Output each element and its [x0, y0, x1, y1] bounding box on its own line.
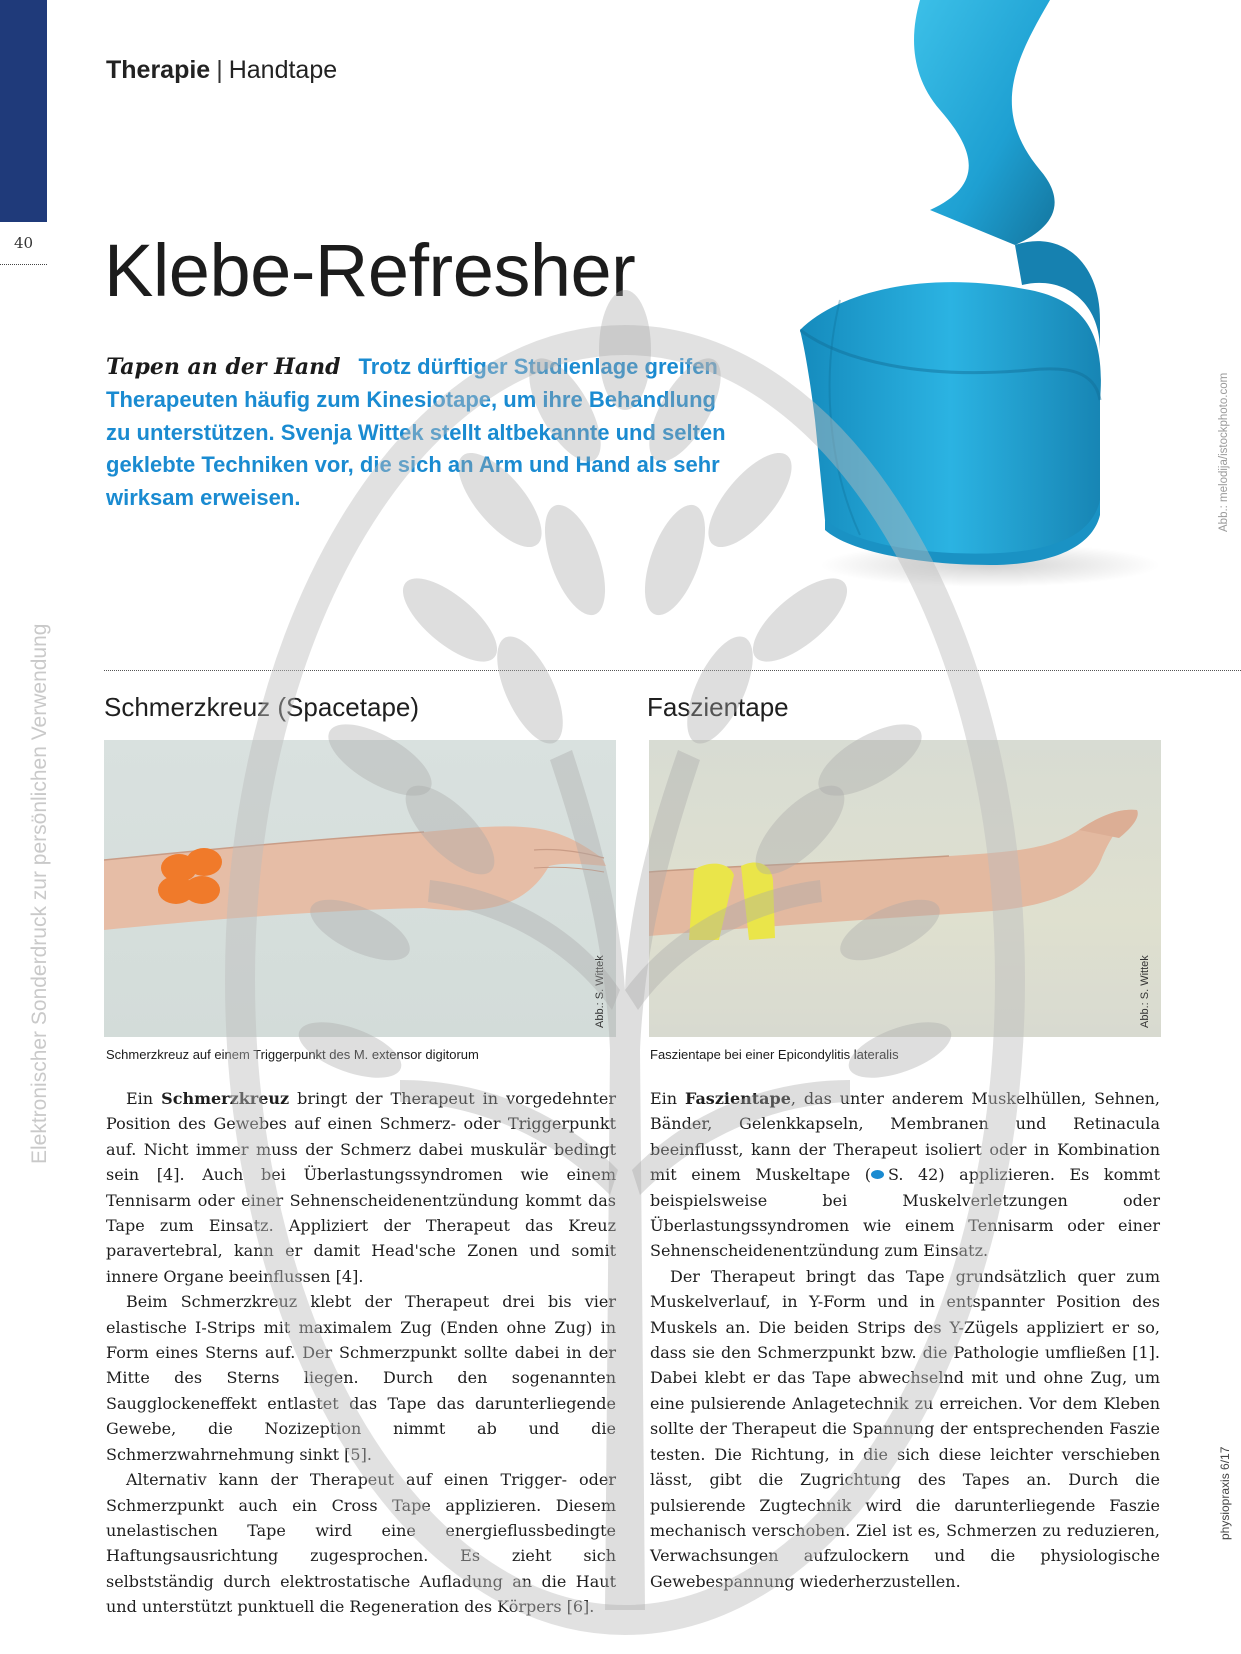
caption-faszientape: Faszientape bei einer Epicondylitis lateralis	[650, 1047, 899, 1062]
text-run: bringt der Therapeut in vorgedehnter Position des Gewebes auf einen Schmerz- oder Triggerpunkt auf. Nicht immer muss der Schmerz dabei muskulär bedingt sein [4]. Auch bei Überlastungssyndromen wie einem Tennisarm oder einer Sehnenscheidenentzündung kommt das Tape zum Einsatz. Appliziert der Therapeut das Kreuz paravertebral, kann er damit Head'sche Zonen und somit innere Organe beeinflussen [4].	[106, 1089, 617, 1286]
page-reference[interactable]: S. 42	[887, 1165, 939, 1185]
page-number: 40	[14, 234, 34, 252]
section-heading-faszientape: Faszientape	[647, 692, 789, 722]
text-run: Ein	[650, 1089, 685, 1108]
paragraph: Alternativ kann der Therapeut auf einen Trigger- oder Schmerzpunkt auch ein Cross Tape applizieren. Diesem unelastischen Tape wird eine energieflussbedingte Haftungsausrichtung zugesprochen. Es zieht sich selbstständig durch elektrostatische Aufladung an die Haut und unterstützt punktuell die Regeneration des Körpers [6].	[106, 1470, 616, 1617]
paragraph: Beim Schmerzkreuz klebt der Therapeut drei bis vier elastische I-Strips mit maximalem Zug (Enden ohne Zug) in Form eines Sterns auf. Der Schmerzpunkt sollte dabei in der Mitte des Sterns liegen. Durch den sogenannten Saugglockeneffekt entlastet das Tape das darunterliegende Gewebe, die Nozizeption nimmt ab und die Schmerzwahrnehmung sinkt [5].	[106, 1292, 616, 1464]
paragraph: Der Therapeut bringt das Tape grundsätzlich quer zum Muskelverlauf, in Y-Form und in entspannter Position des Muskels an. Die beiden Strips des Y-Zügels appliziert er so, dass sie den Schmerzpunkt bzw. die Pathologie umfließen [1]. Dabei klebt er das Tape abwechselnd mit und ohne Zug, um eine pulsierende Anlagetechnik zu erreichen. Vor dem Kleben sollte der Therapeut die Spannung der entsprechenden Faszie testen. Die Richtung, in die sich diese leichter verschieben lässt, gibt die Zugrichtung des Tapes an. Durch die pulsierende Zugtechnik wird die darunterliegende Faszie mechanisch verschoben. Ziel ist es, Schmerzen zu reduzieren, Verwachsungen aufzulockern und die physiologische Gewebespannung wiederherzustellen.	[650, 1266, 1160, 1591]
paragraph	[106, 1086, 616, 1289]
page-number-rule	[0, 264, 47, 265]
article-lead	[106, 351, 736, 515]
kinesio-tape-roll-image	[800, 0, 1180, 600]
term-faszientape: Faszientape	[684, 1089, 791, 1108]
term-schmerzkreuz: Schmerzkreuz	[161, 1089, 290, 1108]
arm-illustration-right	[649, 740, 1161, 1037]
journal-issue-vertical: physiopraxis 6/17	[1218, 1446, 1232, 1540]
brand-side-bar	[0, 0, 47, 222]
photo-credit-left: Abb.: S. Wittek	[594, 955, 606, 1028]
text-run: , das unter anderem Muskelhüllen, Sehnen, Bänder, Gelenkkapseln, Membranen und Retinacula beeinflusst, kann der Therapeut isoliert oder in Kombination mit einem Muskeltape (	[650, 1089, 1160, 1185]
article-title: Klebe-Refresher	[104, 229, 636, 312]
photo-faszientape-arm	[649, 740, 1161, 1037]
photo-schmerzkreuz-arm	[104, 740, 616, 1037]
section-divider	[104, 670, 1241, 671]
section-kicker	[106, 56, 337, 85]
body-column-left	[106, 1086, 616, 1620]
caption-schmerzkreuz: Schmerzkreuz auf einem Triggerpunkt des M. extensor digitorum	[106, 1047, 479, 1062]
lead-kicker: Tapen an der Hand	[106, 354, 341, 380]
arm-illustration-left	[104, 740, 616, 1037]
text-run: ) applizieren. Es kommt beispielsweise bei Muskelverletzungen oder Überlastungssyndromen wie einem Tennisarm oder einer Sehnenscheidenentzündung zum Einsatz.	[650, 1165, 1161, 1261]
kicker-separator: |	[216, 56, 223, 84]
paragraph	[650, 1086, 1160, 1264]
reprint-notice-vertical: Elektronischer Sonderdruck zur persönlichen Verwendung	[28, 623, 51, 1164]
kicker-subcategory: Handtape	[228, 56, 338, 84]
text-run: Ein	[126, 1089, 162, 1108]
photo-credit-right: Abb.: S. Wittek	[1139, 955, 1151, 1028]
eye-icon	[871, 1170, 884, 1179]
kicker-category: Therapie	[106, 56, 211, 84]
section-heading-schmerzkreuz: Schmerzkreuz (Spacetape)	[104, 692, 420, 722]
lead-text: Trotz dürftiger Studienlage greifen Therapeuten häufig zum Kinesiotape, um ihre Behandlung zu unterstützen. Svenja Wittek stellt altbekannte und selten geklebte Techniken vor, die sich an Arm und Hand als sehr wirksam erweisen.	[106, 354, 726, 511]
body-column-right	[650, 1086, 1160, 1594]
hero-photo-credit: Abb.: melodija/istockphoto.com	[1218, 372, 1230, 532]
